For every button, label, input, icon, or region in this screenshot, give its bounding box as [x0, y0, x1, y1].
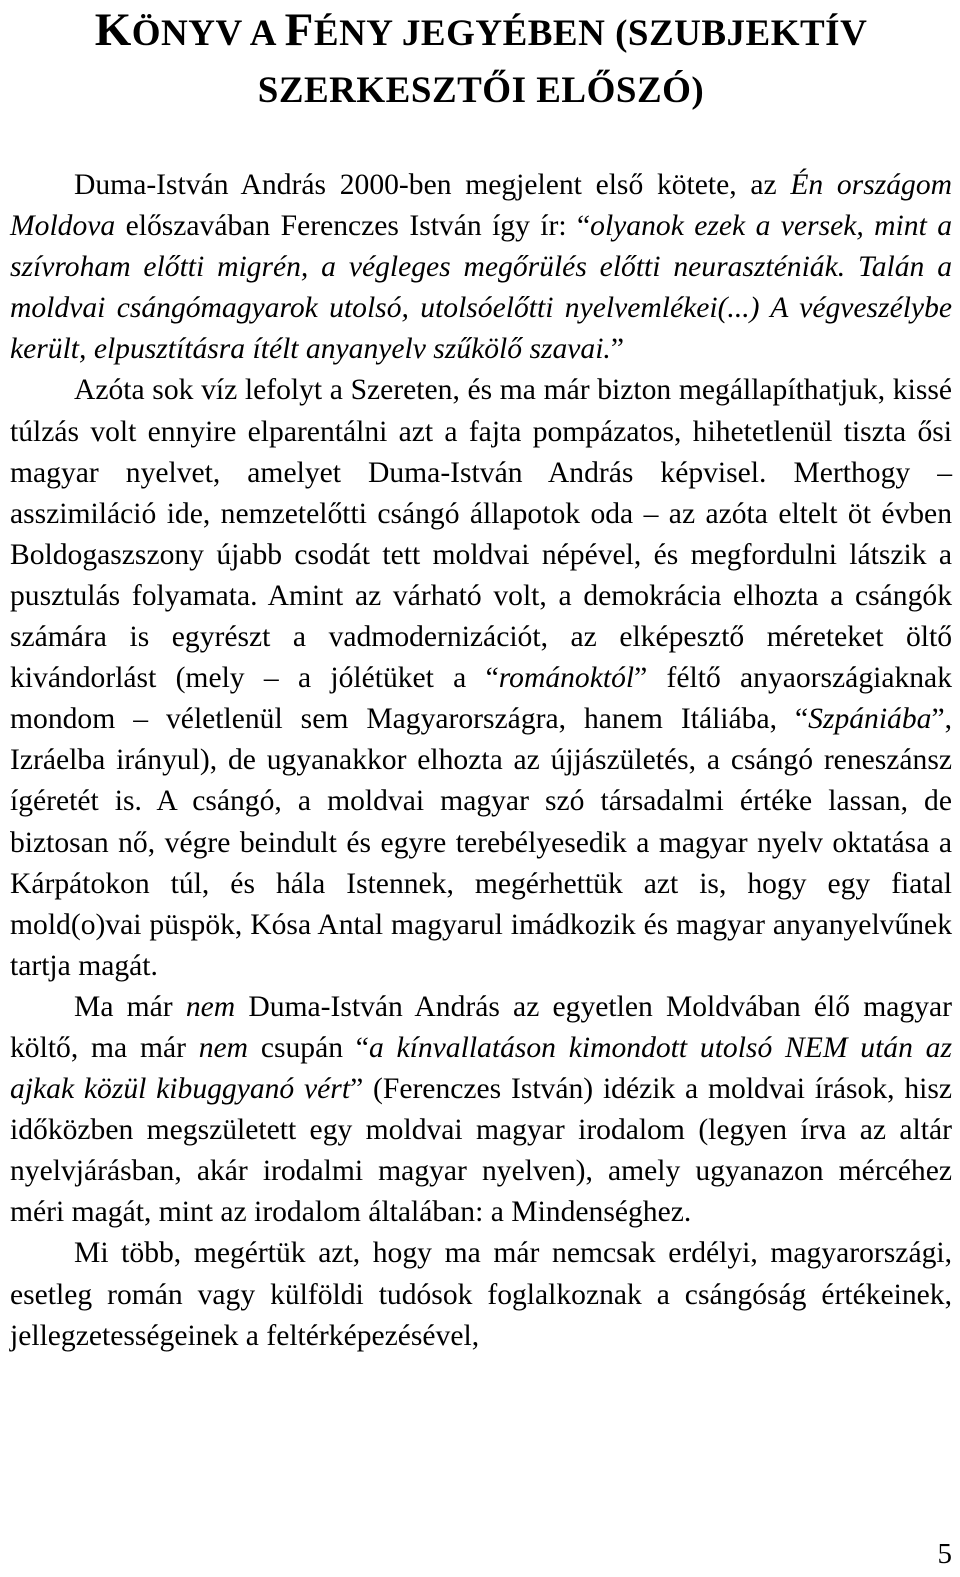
- italic-run: nem: [185, 990, 236, 1023]
- text-run: ” féltő anyaországiaknak mondom – véletlenül sem Magyarországra, hanem Itáliába, “: [10, 662, 952, 736]
- italic-run: nem: [198, 1031, 249, 1064]
- body-text: [10, 165, 952, 1357]
- text-run: Mi több, megértük azt, hogy ma már nemcsak erdélyi, magyarországi, esetleg román vagy külföldi tudósok foglalkoznak a csángóság értékeinek, jellegzetességeinek a feltérképezésével,: [10, 1237, 952, 1352]
- document-page: [10, 0, 952, 1357]
- italic-run: olyanok ezek a versek, mint a szívroham előtti migrén, a végleges megőrülés előtti neuraszténiák. Talán a moldvai csángómagyarok utolsó, utolsóelőtti nyelvemlékei(...) A végveszélybe került, elpusztításra ítélt anyanyelv szűkölő szavai.: [10, 210, 952, 366]
- chapter-title: [10, 0, 952, 119]
- paragraph-4: [10, 1233, 952, 1356]
- text-run: Ma már: [74, 990, 186, 1023]
- italic-run: a kínvallatáson kimondott utolsó NEM után az ajkak közül kibuggyanó vért: [10, 1031, 952, 1106]
- text-run: előszavában Ferenczes István így ír: “: [115, 210, 591, 243]
- paragraph-2: [10, 370, 952, 986]
- title-line-1: KÖNYV A FÉNY JEGYÉBEN (SZUBJEKTÍV: [94, 4, 868, 56]
- paragraph-3: [10, 987, 952, 1234]
- paragraph-1: [10, 165, 952, 370]
- page-number: 5: [937, 1538, 952, 1570]
- text-run: ” (Ferenczes István) idézik a moldvai írások, hisz időközben megszületett egy moldvai magyar irodalom (legyen írva az altár nyelvjárásban, akár irodalmi magyar nyelven), amely ugyanazon mércéhez méri magát, mint az irodalom általában: a Mindenséghez.: [10, 1073, 952, 1229]
- text-run: Duma-István András az egyetlen Moldvában élő magyar költő, ma már: [10, 990, 952, 1064]
- title-line-2: SZERKESZTŐI ELŐSZÓ): [257, 70, 705, 111]
- italic-run: Én országom Moldova: [10, 169, 952, 243]
- text-run: Duma-István András 2000-ben megjelent első kötete, az: [74, 169, 791, 201]
- italic-run: románoktól: [498, 662, 635, 695]
- text-run: ”, Izráelba irányul), de ugyanakkor elhozta az újjászületés, a csángó reneszánsz ígéretét is. A csángó, a moldvai magyar szó társadalmi értéke lassan, de biztosan nő, végre beindult és egyre terebélyesedik a magyar nyelv oktatása a Kárpátokon túl, és hála Istennek, megérhettük azt is, hogy egy fiatal mold(o)vai püspök, Kósa Antal magyarul imádkozik és magyar anyanyelvűnek tartja magát.: [10, 703, 952, 982]
- text-run: csupán “: [248, 1031, 369, 1064]
- text-run: ”: [610, 333, 624, 366]
- text-run: Azóta sok víz lefolyt a Szereten, és ma már bizton megállapíthatjuk, kissé túlzás volt ennyire elparentálni azt a fajta pompázatos, hihetetlenül tiszta ősi magyar nyelvet, amelyet Duma-István András képvisel. Merthogy – asszimiláció ide, nemzetelőtti csángó állapotok oda – az azóta eltelt öt évben Boldogaszszony újabb csodát tett moldvai népével, és megfordulni látszik a pusztulás folyamata. Amint az várható volt, a demokrácia elhozta a csángók számára is egyrészt a vadmodernizációt, az elképesztő méreteket öltő kivándorlást (mely – a jólétüket a “: [10, 374, 952, 695]
- italic-run: Szpániába: [808, 703, 932, 736]
